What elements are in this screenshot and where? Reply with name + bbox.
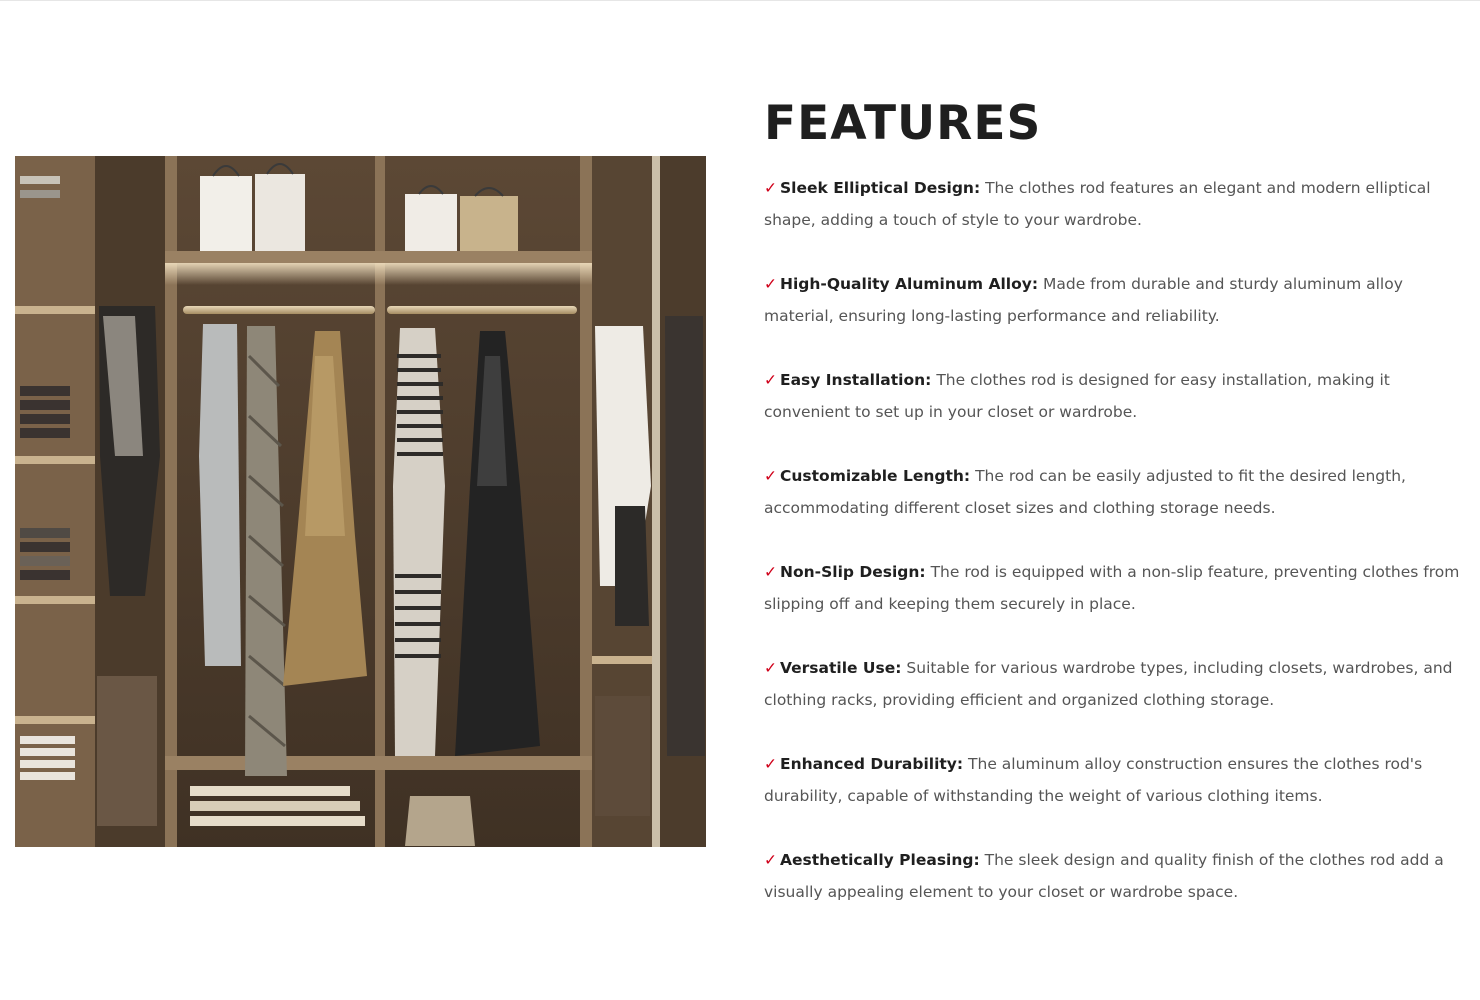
feature-title: Easy Installation: — [780, 371, 932, 389]
feature-description: The clothes rod features an elegant and modern elliptical shape, adding a touch of style to your wardrobe. — [764, 179, 1431, 229]
features-heading: FEATURES — [764, 96, 1042, 151]
checkmark-icon: ✓ — [764, 563, 777, 581]
feature-item-aesthetically-pleasing — [764, 844, 1464, 908]
feature-description: The clothes rod is designed for easy installation, making it convenient to set up in your closet or wardrobe. — [764, 371, 1390, 421]
checkmark-icon: ✓ — [764, 851, 777, 869]
feature-title: Enhanced Durability: — [780, 755, 964, 773]
feature-item-easy-installation — [764, 364, 1464, 428]
feature-description: Made from durable and sturdy aluminum alloy material, ensuring long-lasting performance and reliability. — [764, 275, 1403, 325]
feature-item-high-quality-aluminum-alloy — [764, 268, 1464, 332]
feature-title: Non-Slip Design: — [780, 563, 926, 581]
top-divider — [0, 0, 1480, 1]
feature-description: Suitable for various wardrobe types, including closets, wardrobes, and clothing racks, providing efficient and organized clothing storage. — [764, 659, 1453, 709]
checkmark-icon: ✓ — [764, 179, 777, 197]
checkmark-icon: ✓ — [764, 467, 777, 485]
walk-in-closet-photo-icon — [15, 156, 706, 847]
feature-item-enhanced-durability — [764, 748, 1464, 812]
feature-item-non-slip-design — [764, 556, 1464, 620]
feature-item-customizable-length — [764, 460, 1464, 524]
feature-title: Aesthetically Pleasing: — [780, 851, 980, 869]
feature-list — [764, 172, 1464, 908]
checkmark-icon: ✓ — [764, 755, 777, 773]
walk-in-closet-image — [15, 156, 706, 847]
features-panel — [764, 92, 1464, 940]
feature-title: High-Quality Aluminum Alloy: — [780, 275, 1039, 293]
feature-title: Sleek Elliptical Design: — [780, 179, 981, 197]
feature-title: Customizable Length: — [780, 467, 971, 485]
feature-description: The sleek design and quality finish of the clothes rod add a visually appealing element to your closet or wardrobe space. — [764, 851, 1444, 901]
checkmark-icon: ✓ — [764, 371, 777, 389]
feature-description: The rod can be easily adjusted to fit the desired length, accommodating different closet sizes and clothing storage needs. — [764, 467, 1406, 517]
feature-description: The aluminum alloy construction ensures the clothes rod's durability, capable of withstanding the weight of various clothing items. — [764, 755, 1423, 805]
feature-item-sleek-elliptical-design — [764, 172, 1464, 236]
feature-title: Versatile Use: — [780, 659, 902, 677]
feature-description: The rod is equipped with a non-slip feature, preventing clothes from slipping off and keeping them securely in place. — [764, 563, 1460, 613]
feature-item-versatile-use — [764, 652, 1464, 716]
checkmark-icon: ✓ — [764, 659, 777, 677]
checkmark-icon: ✓ — [764, 275, 777, 293]
